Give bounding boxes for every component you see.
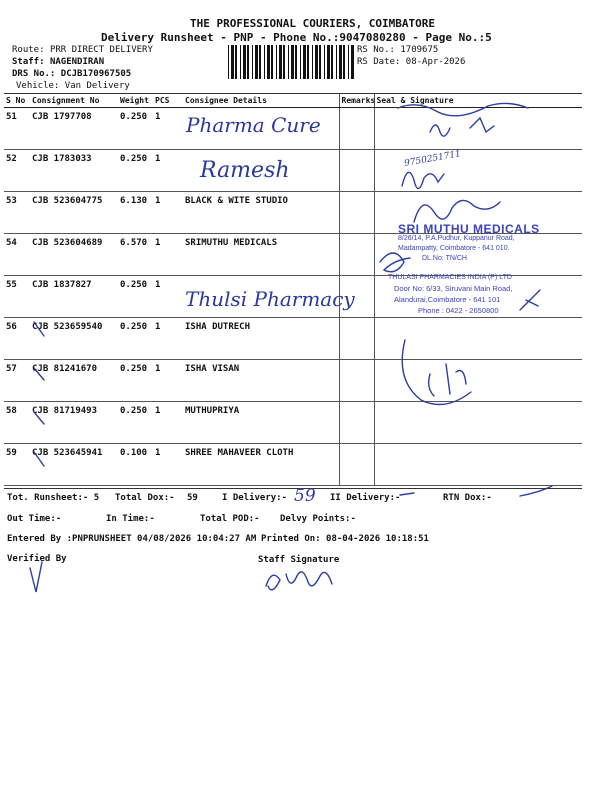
drs-value: DCJB170967505 <box>60 69 132 79</box>
cell-sno: 59 <box>4 444 30 486</box>
stamp-sri-muthu-line1: 8/26/14, P.A.Pudhur, Kuppanur Road, <box>398 235 515 242</box>
route-label: Route: <box>12 45 45 55</box>
strike-57-icon <box>34 368 44 380</box>
stamp-thulasi-line3: Phone : 0422 - 2650800 <box>418 306 499 315</box>
cell-pcs: 1 <box>153 444 183 486</box>
cell-consignment: CJB 523604775 <box>30 192 118 234</box>
cell-weight: 0.100 <box>118 444 153 486</box>
cell-pcs: 1 <box>153 276 183 318</box>
cell-consignee: MUTHUPRIYA <box>183 402 339 444</box>
strike-58-icon <box>34 412 44 424</box>
runsheet-subtitle: Delivery Runsheet - PNP - Phone No.:9047080280 - Page No.:5 <box>101 31 492 44</box>
col-sno: S No <box>4 94 30 108</box>
strike-59-icon <box>34 452 44 466</box>
tot-runsheet: Tot. Runsheet:- 5 <box>7 493 100 503</box>
cell-weight: 0.250 <box>118 318 153 360</box>
cell-sno: 53 <box>4 192 30 234</box>
vehicle-value: Van Delivery <box>64 81 130 91</box>
col-seal-signature: Seal & Signature <box>374 94 582 108</box>
ii-delivery-label: II Delivery:- <box>330 493 401 503</box>
delvy-points-label: Delvy Points:- <box>280 514 356 524</box>
cell-consignment: CJB 81241670 <box>30 360 118 402</box>
out-time-label: Out Time:- <box>7 514 62 524</box>
cell-consignee: ISHA VISAN <box>183 360 339 402</box>
cell-weight: 6.570 <box>118 234 153 276</box>
stamp-sri-muthu-line2: Madampatty, Coimbatore - 641 010. <box>398 245 510 252</box>
staff-label: Staff: <box>12 57 45 67</box>
rs-date-value: 08-Apr-2026 <box>405 57 466 67</box>
sig-row52-icon <box>402 172 444 188</box>
cell-sno: 57 <box>4 360 30 402</box>
total-dox-label: Total Dox:- <box>115 493 175 503</box>
cell-sno: 55 <box>4 276 30 318</box>
cell-consignee: BLACK & WITE STUDIO <box>183 192 339 234</box>
dash-ii-delivery-icon <box>400 493 414 495</box>
cell-pcs: 1 <box>153 402 183 444</box>
stamp-thulasi-line1: Door No: 6/33, Siruvani Main Road, <box>394 284 513 293</box>
sig-rows56-59-icon <box>402 340 471 405</box>
cell-weight: 0.250 <box>118 402 153 444</box>
cell-consignment: CJB 1797708 <box>30 108 118 150</box>
cell-weight: 6.130 <box>118 192 153 234</box>
staff-value: NAGENDIRAN <box>49 57 105 67</box>
rs-no-label: RS No.: <box>357 45 395 55</box>
vehicle-label: Vehicle: <box>16 81 60 91</box>
company-title: THE PROFESSIONAL COURIERS, COIMBATORE <box>190 17 436 30</box>
printed-on: Printed On: 08-04-2026 10:18:51 <box>261 534 429 544</box>
i-delivery-label: I Delivery:- <box>222 493 288 503</box>
sig-row51-icon <box>398 103 528 136</box>
staff-sig-icon <box>266 572 332 590</box>
stamp-thulasi-name: THULASI PHARMACIES INDIA (P) LTD <box>388 274 512 281</box>
table-bottom-rule <box>4 488 582 489</box>
i-delivery-handwritten: 59 <box>294 486 316 506</box>
cell-pcs: 1 <box>153 192 183 234</box>
cell-sno: 56 <box>4 318 30 360</box>
col-pcs: PCS <box>153 94 183 108</box>
col-weight: Weight <box>118 94 153 108</box>
cell-consignee: SRIMUTHU MEDICALS <box>183 234 339 276</box>
handwritten-consignee-55: Thulsi Pharmacy <box>185 287 355 311</box>
stamp-sri-muthu-line3: DL.No: TN/CH <box>422 255 467 262</box>
handwritten-phone: 9750251711 <box>403 149 462 169</box>
rs-no-value: 1709675 <box>400 45 439 55</box>
cell-consignment: CJB 523604689 <box>30 234 118 276</box>
cell-sno: 54 <box>4 234 30 276</box>
sig-row53-icon <box>414 200 500 222</box>
total-dox-value: 59 <box>187 493 198 503</box>
total-pod-label: Total POD:- <box>200 514 260 524</box>
cell-sno: 58 <box>4 402 30 444</box>
col-consignee: Consignee Details <box>183 94 339 108</box>
cell-sno: 52 <box>4 150 30 192</box>
cell-weight: 0.250 <box>118 108 153 150</box>
cell-consignment: CJB 81719493 <box>30 402 118 444</box>
col-consignment: Consignment No <box>30 94 118 108</box>
cell-weight: 0.250 <box>118 150 153 192</box>
sig-row54-icon <box>380 253 410 272</box>
cell-consignment: CJB 1783033 <box>30 150 118 192</box>
cell-weight: 0.250 <box>118 276 153 318</box>
rs-date-label: RS Date: <box>357 57 401 67</box>
col-remarks: Remarks <box>339 94 374 108</box>
cell-pcs: 1 <box>153 234 183 276</box>
entered-by: Entered By :PNPRUNSHEET 04/08/2026 10:04:27 AM <box>7 534 257 544</box>
cell-pcs: 1 <box>153 360 183 402</box>
cell-weight: 0.250 <box>118 360 153 402</box>
verified-by-label: Verified By <box>7 554 67 564</box>
cell-consignment: CJB 523659540 <box>30 318 118 360</box>
cell-pcs: 1 <box>153 150 183 192</box>
staff-signature-label: Staff Signature <box>258 555 340 565</box>
sig-row55-icon <box>520 290 540 310</box>
cell-sno: 51 <box>4 108 30 150</box>
cell-consignee: ISHA DUTRECH <box>183 318 339 360</box>
stamp-sri-muthu-name: SRI MUTHU MEDICALS <box>398 222 540 236</box>
route-value: PRR DIRECT DELIVERY <box>49 45 153 55</box>
cell-pcs: 1 <box>153 108 183 150</box>
in-time-label: In Time:- <box>106 514 155 524</box>
cell-consignment: CJB 523645941 <box>30 444 118 486</box>
handwritten-consignee-52: Ramesh <box>200 158 290 183</box>
stamp-thulasi-line2: Alandurai,Coimbatore - 641 101 <box>394 295 501 304</box>
cell-consignee: SHREE MAHAVEER CLOTH <box>183 444 339 486</box>
handwritten-consignee-51: Pharma Cure <box>186 113 321 137</box>
cell-consignment: CJB 1837827 <box>30 276 118 318</box>
rtn-dox-label: RTN Dox:- <box>443 493 492 503</box>
verified-sig-icon <box>30 562 42 592</box>
cell-pcs: 1 <box>153 318 183 360</box>
strike-56-icon <box>34 322 44 336</box>
drs-label: DRS No.: <box>12 69 56 79</box>
